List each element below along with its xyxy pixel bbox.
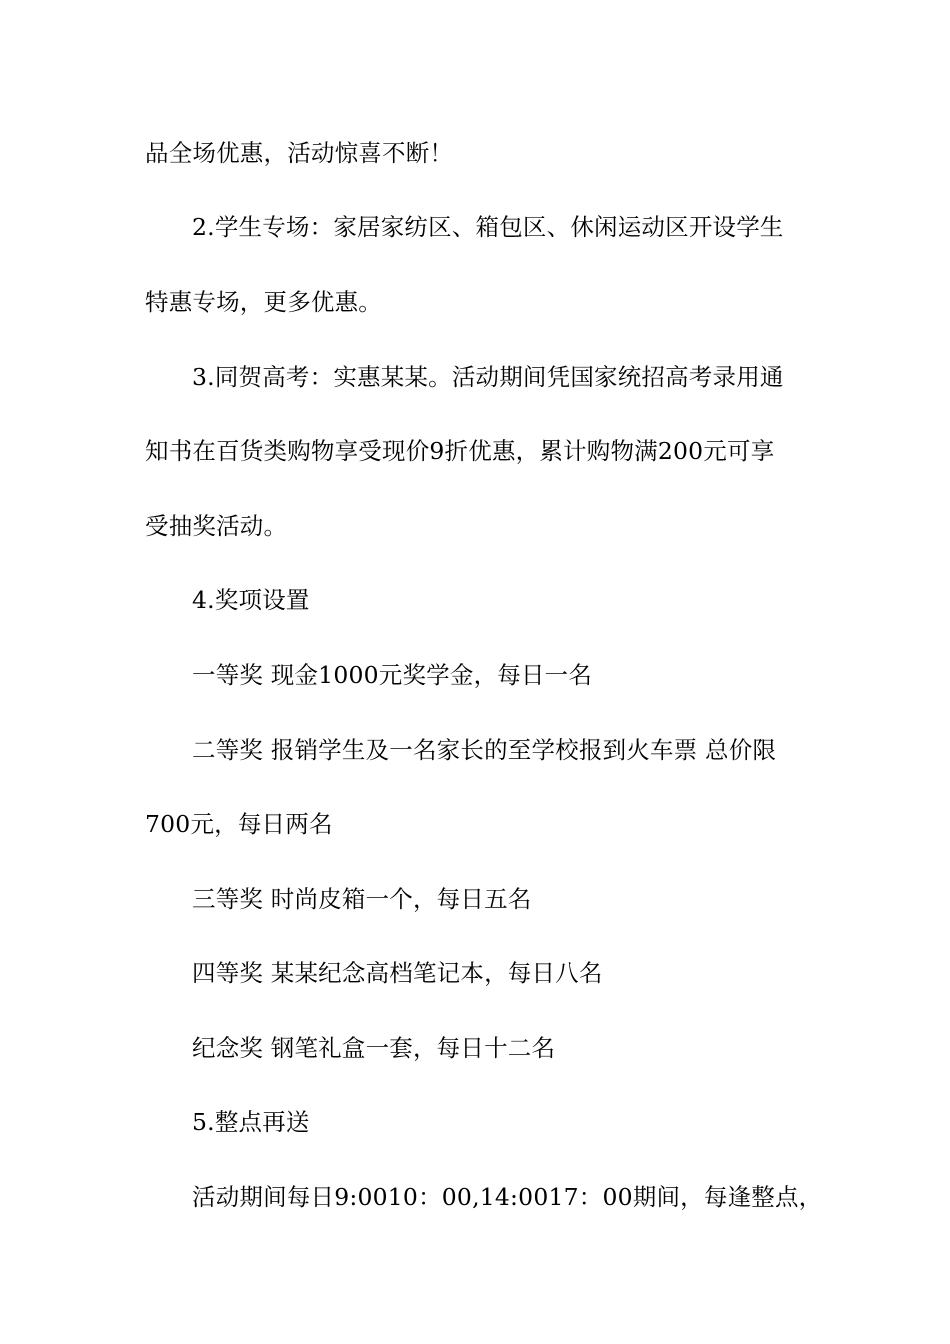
text-line-12: 四等奖 某某纪念高档笔记本，每日八名 (192, 959, 603, 987)
text-line-14: 5.整点再送 (192, 1108, 310, 1136)
text-line-11: 三等奖 时尚皮箱一个，每日五名 (192, 885, 532, 913)
text-line-7: 4.奖项设置 (192, 586, 310, 614)
text-line-1: 品全场优惠，活动惊喜不断！ (145, 139, 454, 167)
text-line-3: 特惠专场，更多优惠。 (145, 288, 382, 316)
text-line-6: 受抽奖活动。 (145, 512, 288, 540)
text-line-4: 3.同贺高考：实惠某某。活动期间凭国家统招高考录用通 (192, 363, 784, 391)
text-line-15: 活动期间每日9:0010：00,14:0017：00期间，每逢整点， (192, 1183, 823, 1211)
text-line-2: 2.学生专场：家居家纺区、箱包区、休闲运动区开设学生 (192, 213, 784, 241)
text-line-10: 700元，每日两名 (145, 810, 333, 838)
text-line-13: 纪念奖 钢笔礼盒一套，每日十二名 (192, 1034, 556, 1062)
text-line-9: 二等奖 报销学生及一名家长的至学校报到火车票 总价限 (192, 736, 777, 764)
text-line-5: 知书在百货类购物享受现价9折优惠，累计购物满200元可享 (145, 437, 775, 465)
text-line-8: 一等奖 现金1000元奖学金，每日一名 (192, 661, 593, 689)
